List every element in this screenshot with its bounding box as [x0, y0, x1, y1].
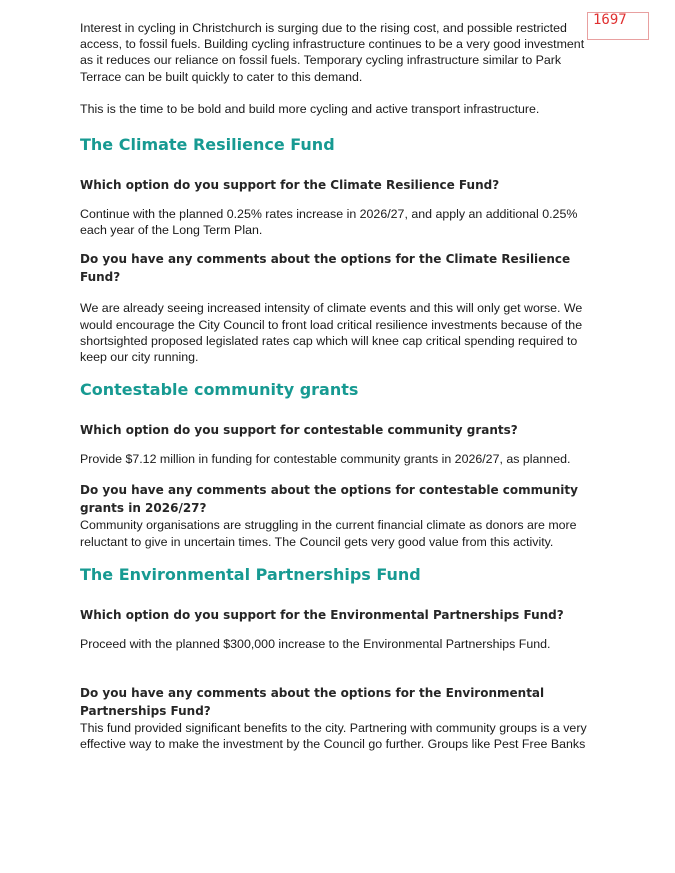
- page-number-stamp: 1697: [587, 12, 649, 40]
- question: Do you have any comments about the options for the Environmental Partnerships Fund?: [80, 686, 545, 719]
- answer: Continue with the planned 0.25% rates increase in 2026/27, and apply an additional 0.25% each year of the Long Term Plan.: [80, 207, 578, 238]
- answer: We are already seeing increased intensity of climate events and this will only get worse. We would encourage the City Council to front load critical resilience investments because of the shortsighted proposed legislated rates cap which will knee cap critical spending required to keep our city running.: [80, 301, 583, 365]
- section-title: The Environmental Partnerships Fund: [80, 564, 421, 584]
- answer: Provide $7.12 million in funding for contestable community grants in 2026/27, as planned.: [80, 452, 571, 467]
- answer: Community organisations are struggling in the current financial climate as donors are more reluctant to give in uncertain times. The Council gets very good value from this activity.: [80, 518, 577, 549]
- answer: Proceed with the planned $300,000 increase to the Environmental Partnerships Fund.: [80, 636, 551, 651]
- answer: This fund provided significant benefits to the city. Partnering with community groups is a very effective way to make the investment by the Council go further. Groups like Pest Free Banks: [80, 721, 587, 752]
- intro-paragraph: This is the time to be bold and build more cycling and active transport infrastructure.: [80, 101, 540, 116]
- section-title: The Climate Resilience Fund: [80, 135, 335, 155]
- question: Which option do you support for the Environmental Partnerships Fund?: [80, 607, 564, 622]
- question: Which option do you support for the Climate Resilience Fund?: [80, 178, 500, 193]
- question: Do you have any comments about the options for contestable community grants in 2026/27?: [80, 483, 578, 516]
- section-title: Contestable community grants: [80, 380, 359, 400]
- intro-paragraph: Interest in cycling in Christchurch is surging due to the rising cost, and possible restricted access, to fossil fuels. Building cycling infrastructure continues to be a very good investment as it reduces our reliance on fossil fuels. Temporary cycling infrastructure similar to Park Terrace can be built quickly to cater to this demand.: [80, 21, 585, 84]
- question: Do you have any comments about the options for the Climate Resilience Fund?: [80, 252, 571, 285]
- document-body: [80, 20, 600, 752]
- question: Which option do you support for contestable community grants?: [80, 423, 518, 438]
